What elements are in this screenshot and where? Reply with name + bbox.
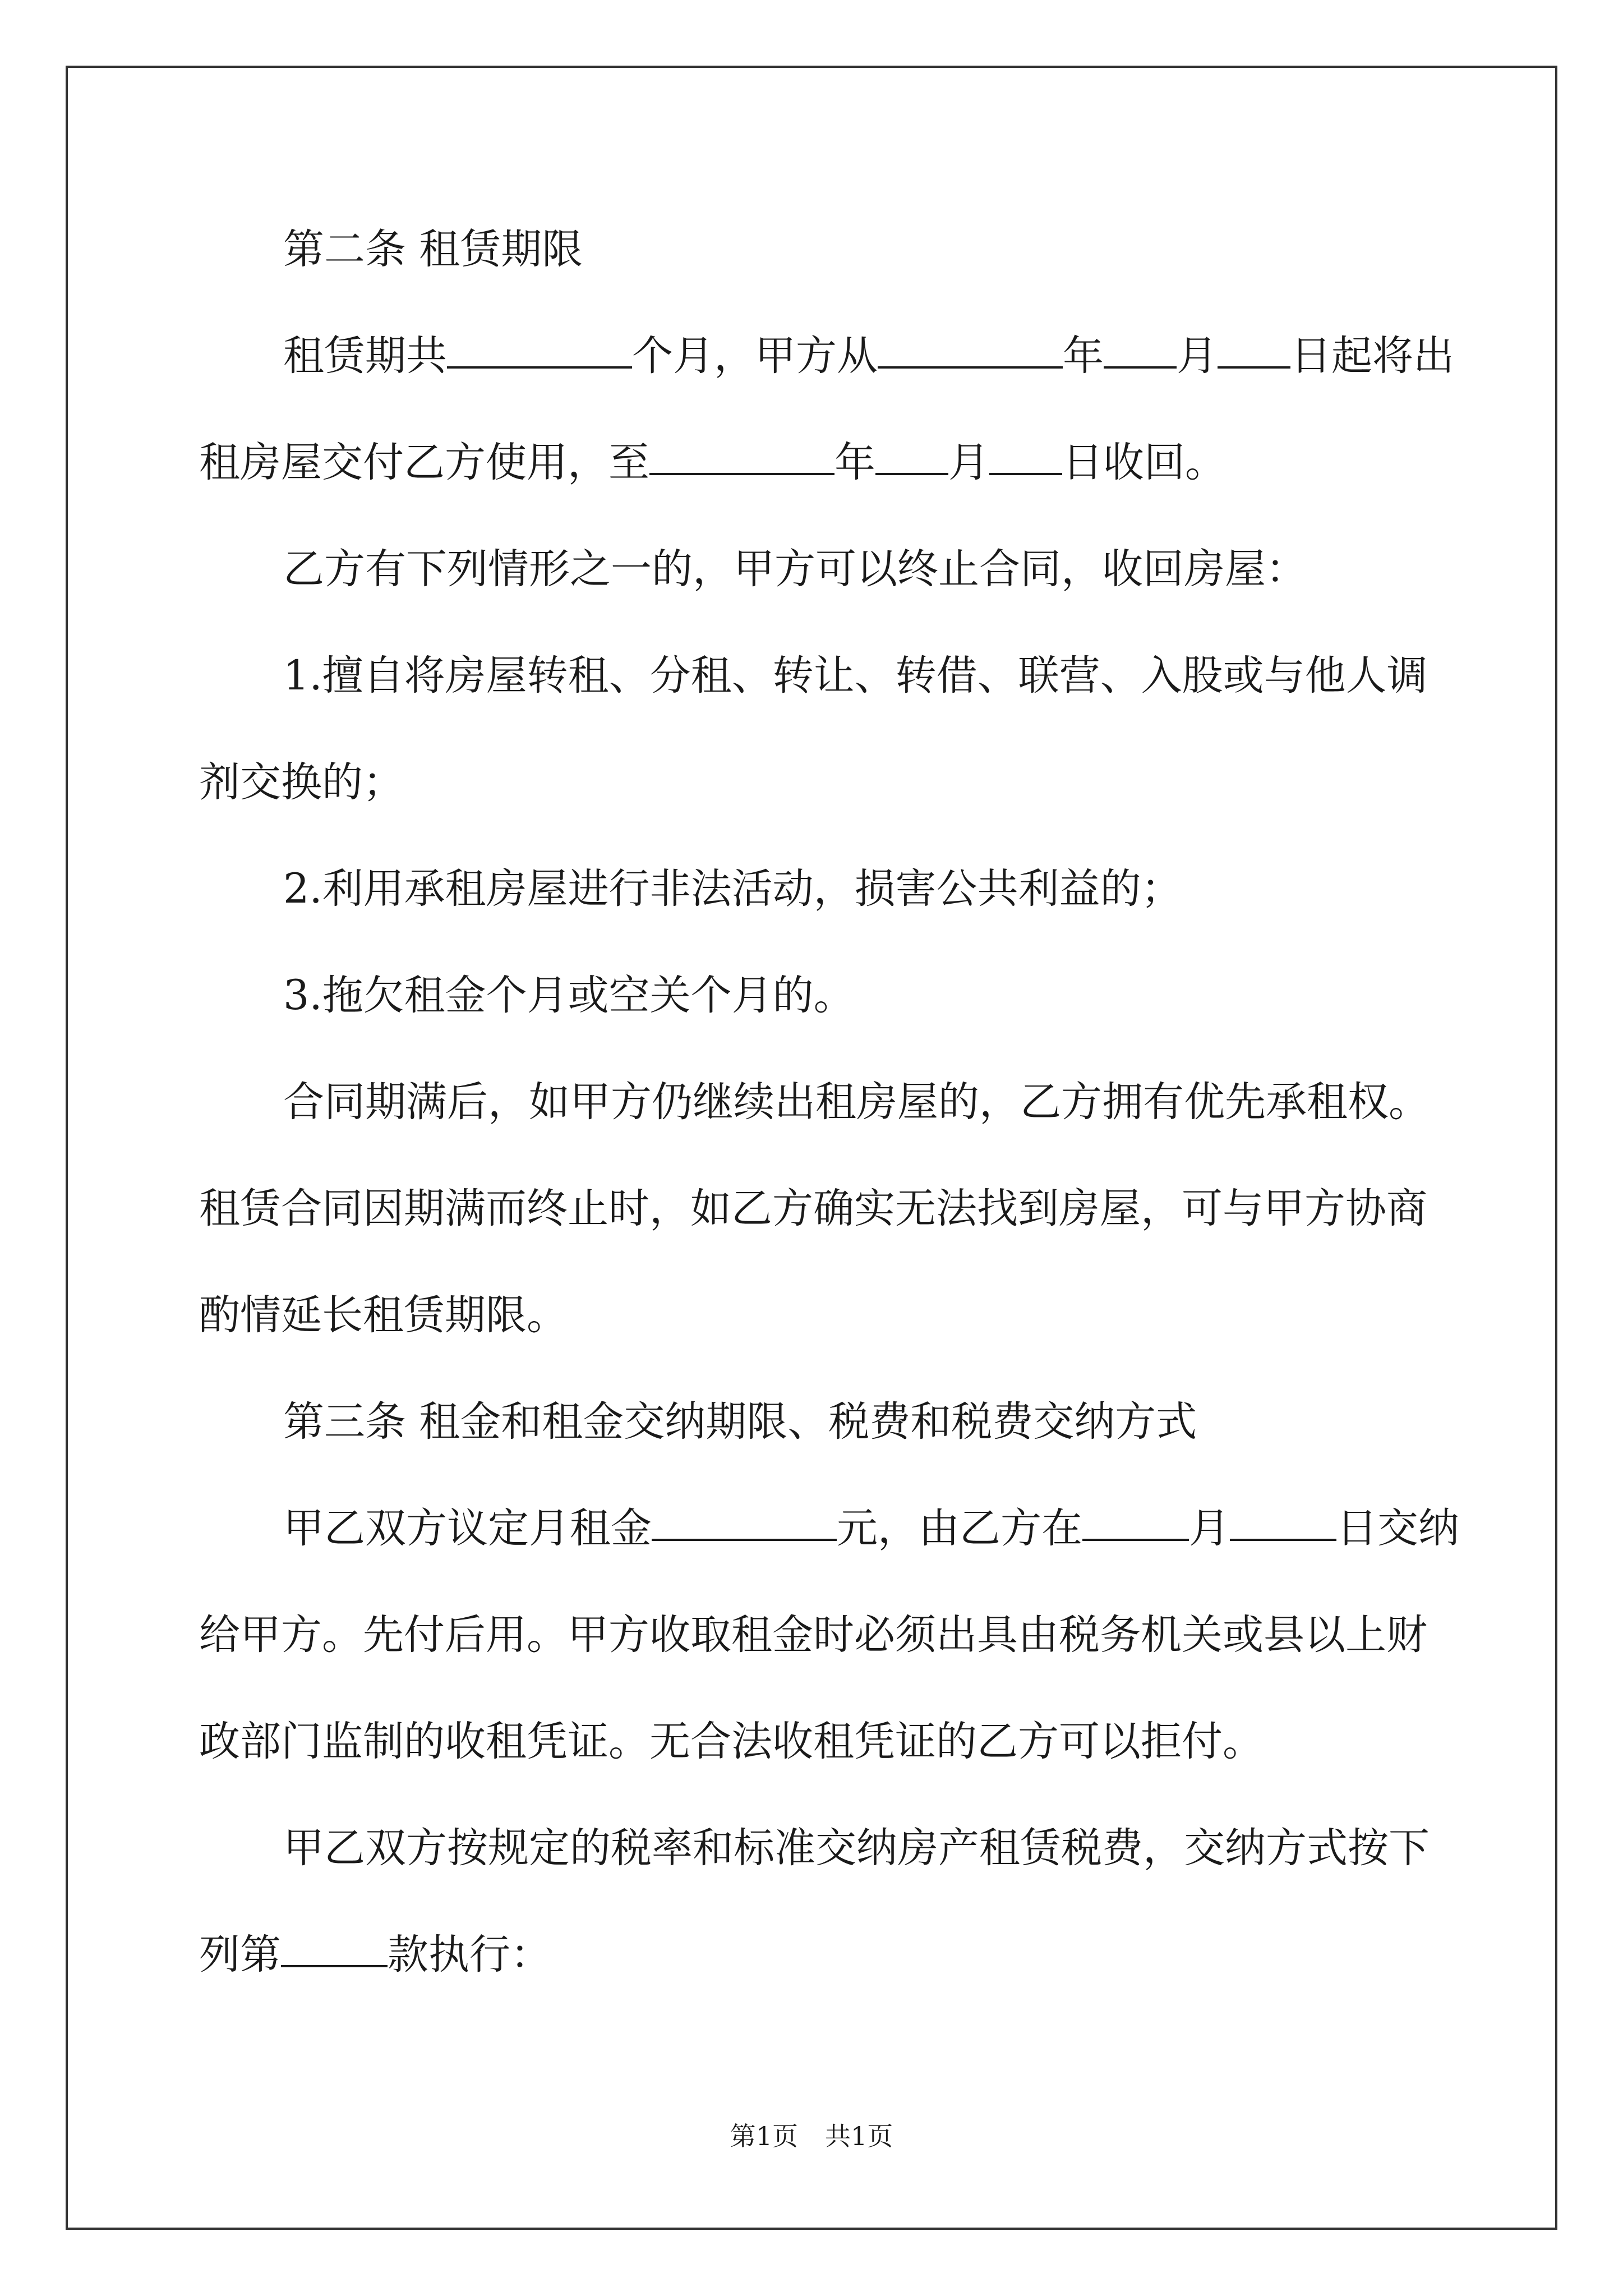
page-footer: [0, 2119, 1623, 2153]
end-month-blank: [875, 435, 948, 475]
start-month-blank: [1104, 328, 1177, 369]
article-3-heading: 第三条 租金和租金交纳期限、税费和税费交纳方式: [283, 1398, 1197, 1446]
lease-term-text: 年: [1063, 332, 1104, 380]
rent-text: 元，由乙方在: [837, 1504, 1082, 1552]
payment-day-blank: [1230, 1501, 1336, 1541]
rent-line-3: 政部门监制的收租凭证。无合法收租凭证的乙方可以拒付。: [199, 1718, 1264, 1765]
page-border: [66, 66, 1557, 2230]
article-2-heading: 第二条 租赁期限: [283, 226, 583, 273]
lease-term-line-1: [283, 328, 1454, 384]
rent-text: 甲乙双方议定月租金: [283, 1504, 652, 1552]
lease-term-line-2: [199, 435, 1226, 491]
page-total: 共1页: [825, 2121, 893, 2151]
tax-text: 款执行：: [388, 1931, 551, 1978]
end-day-blank: [989, 435, 1062, 475]
lease-term-text: 年: [834, 439, 875, 486]
lease-term-text: 月: [948, 439, 989, 486]
renewal-line-1: 合同期满后，如甲方仍继续出租房屋的，乙方拥有优先承租权。: [283, 1078, 1430, 1126]
page-number: 第1页: [730, 2121, 798, 2151]
lease-term-text: 租房屋交付乙方使用，至: [199, 439, 649, 486]
lease-term-text: 个月，甲方从: [632, 332, 878, 380]
lease-term-text: 租赁期共: [283, 332, 447, 380]
condition-item-1: 1.擅自将房屋转租、分租、转让、转借、联营、入股或与他人调: [283, 652, 1428, 700]
renewal-line-3: 酌情延长租赁期限。: [199, 1291, 568, 1339]
condition-item-1-cont: 剂交换的；: [199, 758, 404, 806]
lease-term-text: 月: [1177, 332, 1218, 380]
end-year-blank: [649, 435, 834, 475]
tax-line-2: [199, 1927, 551, 1983]
start-year-blank: [878, 328, 1063, 369]
rent-text: 日交纳: [1336, 1504, 1459, 1552]
lease-term-text: 日收回。: [1062, 439, 1226, 486]
rent-line-1: [283, 1501, 1459, 1557]
renewal-line-2: 租赁合同因期满而终止时，如乙方确实无法找到房屋，可与甲方协商: [199, 1185, 1427, 1232]
payment-month-blank: [1082, 1501, 1189, 1541]
tax-line-1: 甲乙双方按规定的税率和标准交纳房产租赁税费，交纳方式按下: [283, 1824, 1430, 1872]
lease-months-blank: [447, 328, 632, 369]
rent-text: 月: [1189, 1504, 1230, 1552]
tax-clause-blank: [281, 1927, 388, 1967]
lease-term-text: 日起将出: [1290, 332, 1454, 380]
termination-intro: 乙方有下列情形之一的，甲方可以终止合同，收回房屋：: [283, 545, 1307, 593]
condition-item-2: 2.利用承租房屋进行非法活动，损害公共利益的；: [283, 865, 1182, 913]
tax-text: 列第: [199, 1931, 281, 1978]
monthly-rent-blank: [652, 1501, 837, 1541]
start-day-blank: [1218, 328, 1290, 369]
condition-item-3: 3.拖欠租金个月或空关个月的。: [283, 972, 855, 1019]
rent-line-2: 给甲方。先付后用。甲方收取租金时必须出具由税务机关或县以上财: [199, 1611, 1427, 1659]
